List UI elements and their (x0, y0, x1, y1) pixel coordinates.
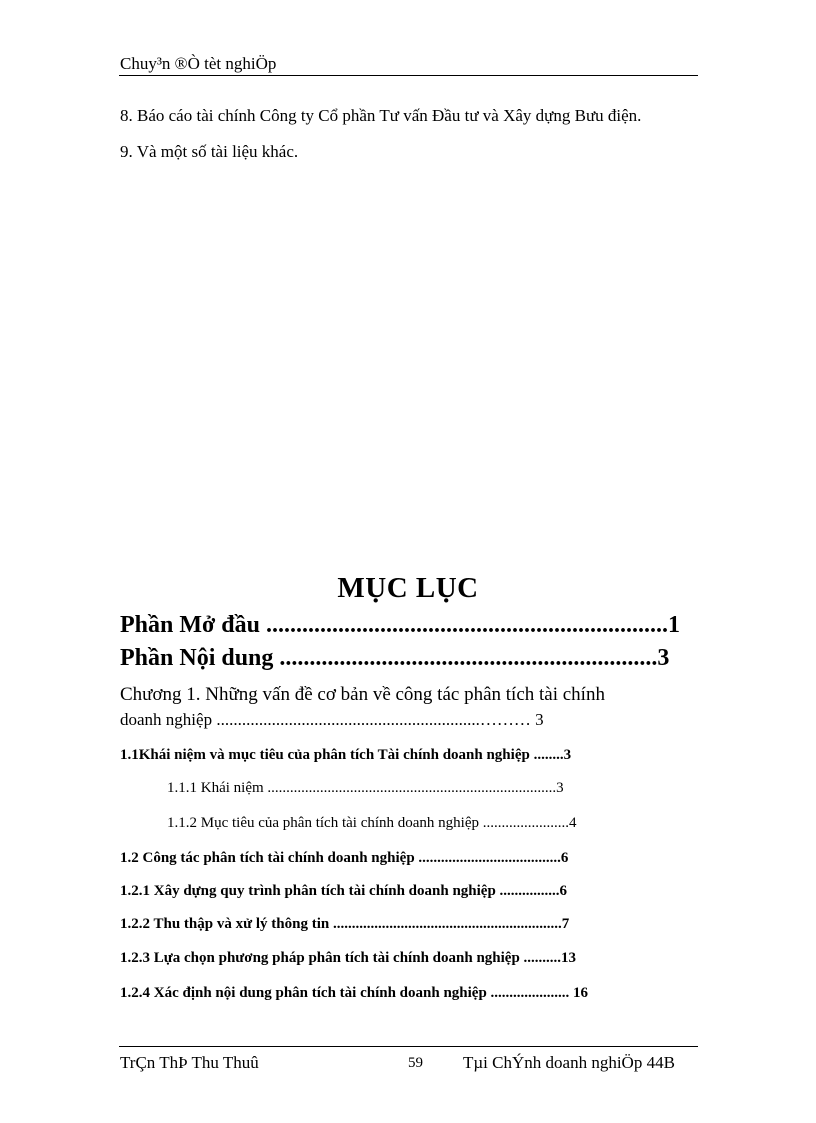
page-number: 59 (408, 1055, 423, 1071)
toc-entry-part: Phần Mở đầu ...................................................................1 (120, 612, 680, 638)
toc-entry-section: 1.2.1 Xây dựng quy trình phân tích tài chính doanh nghiệp ................6 (120, 883, 568, 899)
toc-entry-subsection: 1.1.1 Khái niệm .............................................................................3 (167, 780, 564, 796)
running-header: Chuy³n ®Ò tèt nghiÖp (120, 54, 277, 73)
header-divider (119, 75, 698, 76)
toc-chapter-line: doanh nghiệp ..............................................................……… 3 (120, 710, 544, 729)
toc-title: MỤC LỤC (337, 572, 479, 604)
toc-entry-section: 1.2.2 Thu thập và xử lý thông tin .............................................................7 (120, 916, 570, 932)
reference-item: 8. Báo cáo tài chính Công ty Cổ phần Tư vấn Đầu tư và Xây dựng Bưu điện. (120, 106, 642, 125)
toc-entry-chapter (120, 682, 695, 732)
toc-entry-part: Phần Nội dung ...............................................................3 (120, 645, 670, 671)
toc-entry-section: 1.2.4 Xác định nội dung phân tích tài chính doanh nghiệp ..................... 16 (120, 985, 589, 1001)
footer-course: Tµi ChÝnh doanh nghiÖp 44B (463, 1053, 675, 1072)
toc-entry-subsection: 1.1.2 Mục tiêu của phân tích tài chính doanh nghiệp .......................4 (167, 815, 577, 831)
footer-author: TrÇn ThÞ Thu Thuû (120, 1053, 259, 1072)
toc-entry-section: 1.2.3 Lựa chọn phương pháp phân tích tài chính doanh nghiệp ..........13 (120, 950, 577, 966)
reference-item: 9. Và một số tài liệu khác. (120, 142, 299, 161)
footer-divider (119, 1046, 698, 1047)
toc-entry-section: 1.1Khái niệm và mục tiêu của phân tích Tài chính doanh nghiệp ........3 (120, 747, 572, 763)
toc-chapter-line: Chương 1. Những vấn đề cơ bản về công tác phân tích tài chính (120, 684, 605, 705)
toc-entry-section: 1.2 Công tác phân tích tài chính doanh nghiệp ......................................6 (120, 850, 569, 866)
